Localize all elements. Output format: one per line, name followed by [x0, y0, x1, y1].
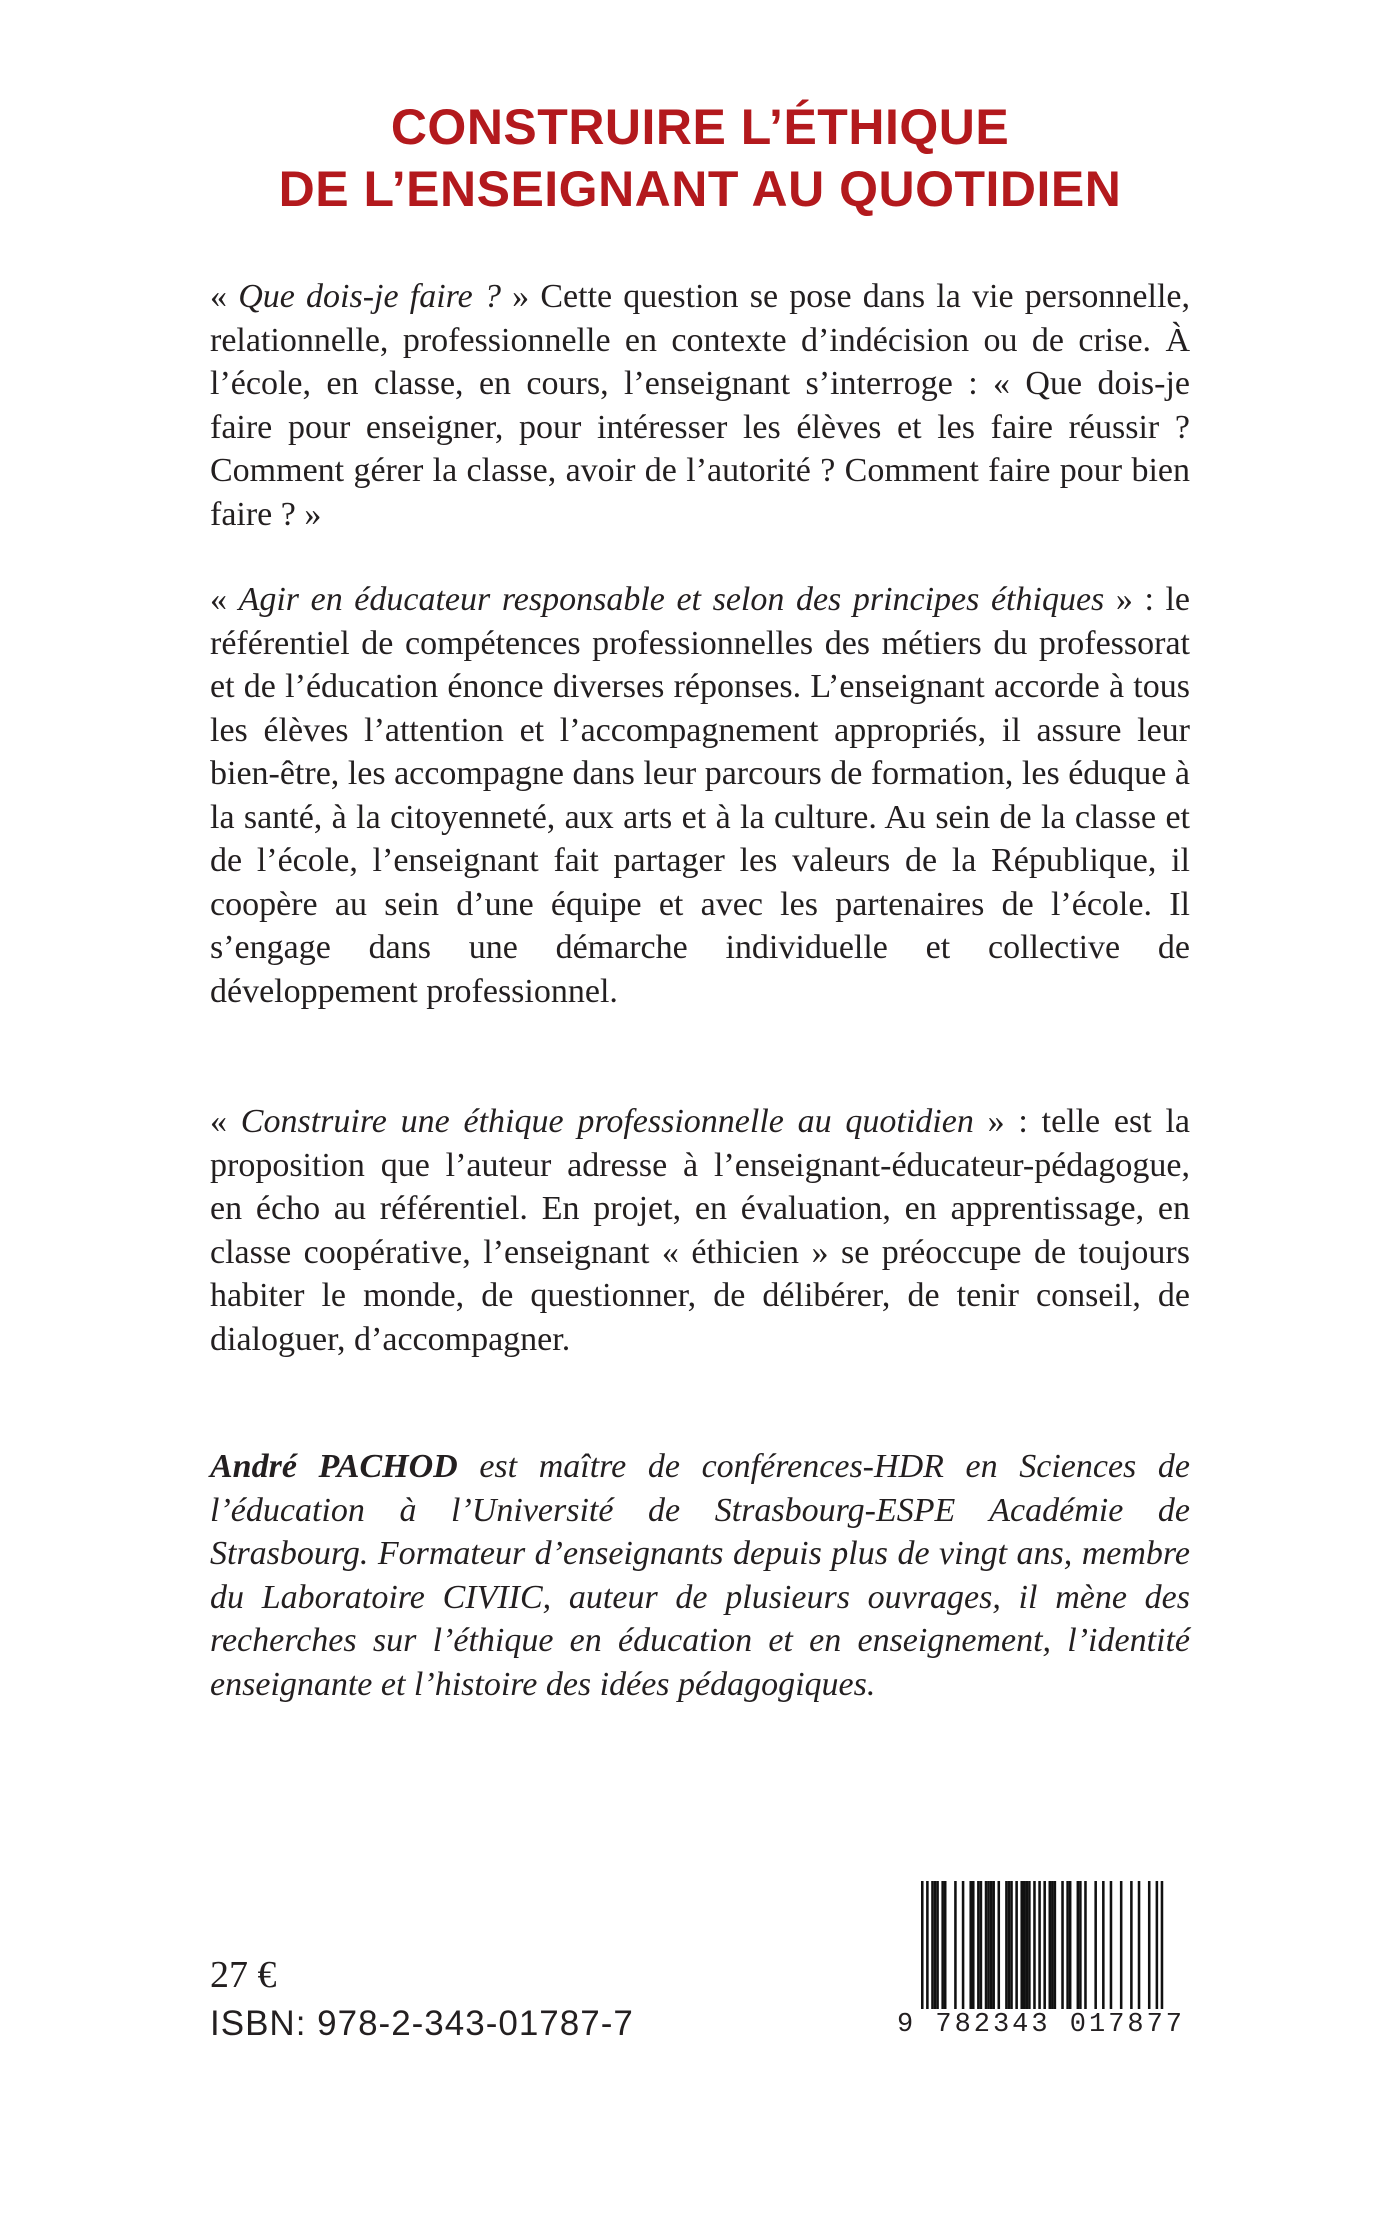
paragraph-2-quote-open: «: [210, 581, 239, 618]
barcode-bar-13: [985, 1881, 988, 2009]
barcode-bar-39: [1102, 1881, 1105, 2009]
paragraph-3: [210, 1100, 1190, 1361]
barcode-bar-38: [1094, 1881, 1097, 2009]
barcode-bar-3: [934, 1881, 937, 2009]
barcode-bar-43: [1138, 1881, 1141, 2009]
barcode-bar-31: [1054, 1881, 1057, 2009]
barcode-bar-45: [1156, 1881, 1159, 2025]
barcode-bar-7: [954, 1881, 957, 2009]
barcode-bars: [893, 1875, 1189, 2025]
barcode-bar-40: [1110, 1881, 1113, 2009]
barcode-bar-0: [921, 1881, 924, 2025]
barcode-bar-36: [1079, 1881, 1082, 2009]
barcode-bar-35: [1077, 1881, 1080, 2009]
barcode-bar-33: [1066, 1881, 1069, 2009]
paragraph-2-text: : le référentiel de compétences professionnelles des métiers du professorat et de l’éducation énonce diverses réponses. L’enseignant accorde à tous les élèves l’attention et l’accompagnement appropriés, il assure leur bien-être, les accompagne dans leur parcours de formation, les éduque à la santé, à la citoyenneté, aux arts et à la culture. Au sein de la classe et de l’école, l’enseignant fait partager les valeurs de la République, il coopère au sein d’une équipe et avec les partenaires de l’école. Il s’engage dans une démarche individuelle et collective de développement professionnel.: [210, 581, 1191, 1010]
paragraph-2-quote: Agir en éducateur responsable et selon des principes éthiques: [238, 581, 1105, 618]
barcode-bar-19: [1008, 1881, 1011, 2009]
author-bio-text: est maître de conférences-HDR en Sciences de l’éducation à l’Université de Strasbourg-ESPE Académie de Strasbourg. Formateur d’enseignants depuis plus de vingt ans, membre du Laboratoire CIVIIC, auteur de plusieurs ouvrages, il mène des recherches sur l’éthique en éducation et en enseignement, l’identité enseignante et l’histoire des idées pédagogiques.: [210, 1448, 1190, 1703]
isbn: ISBN: 978-2-343-01787-7: [210, 2004, 634, 2043]
paragraph-3-quote-close: »: [973, 1103, 1005, 1140]
barcode-bar-11: [977, 1881, 980, 2009]
author-name: André PACHOD: [210, 1448, 458, 1485]
barcode-bar-9: [969, 1881, 972, 2009]
paragraph-1-quote: Que dois-je faire ?: [238, 278, 501, 315]
barcode-bar-21: [1015, 1881, 1018, 2009]
barcode-bar-29: [1049, 1881, 1052, 2009]
book-title-line-2: DE L’ENSEIGNANT AU QUOTIDIEN: [278, 161, 1122, 217]
barcode-bar-34: [1069, 1881, 1072, 2009]
barcode-bar-27: [1038, 1881, 1041, 2025]
barcode-bar-41: [1120, 1881, 1123, 2009]
book-title-line-1: CONSTRUIRE L’ÉTHIQUE: [390, 99, 1010, 155]
book-title: [0, 96, 1400, 220]
barcode: [893, 1875, 1189, 2045]
barcode-bar-2: [931, 1881, 934, 2009]
author-bio: [210, 1445, 1190, 1706]
barcode-bar-24: [1026, 1881, 1029, 2009]
barcode-bar-1: [926, 1881, 929, 2025]
barcode-bar-26: [1033, 1881, 1036, 2009]
barcode-bar-17: [998, 1881, 1001, 2009]
barcode-bar-30: [1051, 1881, 1054, 2009]
barcode-bar-22: [1020, 1881, 1023, 2009]
barcode-bar-12: [980, 1881, 983, 2009]
paragraph-2-quote-close: »: [1104, 581, 1133, 618]
barcode-bar-46: [1161, 1881, 1164, 2025]
paragraph-3-quote: Construire une éthique professionnelle au quotidien: [240, 1103, 974, 1140]
paragraph-1-text: Cette question se pose dans la vie personnelle, relationnelle, professionnelle en contexte d’indécision ou de crise. À l’école, en classe, en cours, l’enseignant s’interroge : « Que dois-je faire pour enseigner, pour intéresser les élèves et les faire réussir ? Comment gérer la classe, avoir de l’autorité ? Comment faire pour bien faire ? »: [210, 278, 1190, 533]
paragraph-2: [210, 578, 1190, 1013]
barcode-bar-4: [936, 1881, 939, 2009]
barcode-bar-28: [1043, 1881, 1046, 2025]
barcode-bar-14: [987, 1881, 990, 2009]
barcode-bar-25: [1028, 1881, 1031, 2009]
barcode-bar-23: [1023, 1881, 1026, 2009]
paragraph-3-quote-open: «: [210, 1103, 241, 1140]
barcode-bar-18: [1005, 1881, 1008, 2009]
price: 27 €: [210, 1954, 277, 1996]
barcode-bar-42: [1130, 1881, 1133, 2009]
barcode-bar-44: [1148, 1881, 1151, 2009]
barcode-bar-8: [962, 1881, 965, 2009]
barcode-bar-6: [944, 1881, 947, 2009]
barcode-bar-16: [992, 1881, 995, 2009]
paragraph-1-quote-close: »: [500, 278, 530, 315]
paragraph-3-text: : telle est la proposition que l’auteur adresse à l’enseignant-éducateur-pédagogue, en écho au référentiel. En projet, en évaluation, en apprentissage, en classe coopérative, l’enseignant « éthicien » se préoccupe de toujours habiter le monde, de questionner, de délibérer, de tenir conseil, de dialoguer, d’accompagner.: [210, 1103, 1190, 1358]
barcode-bar-5: [941, 1881, 944, 2009]
barcode-bar-15: [990, 1881, 993, 2009]
barcode-bar-10: [972, 1881, 975, 2009]
paragraph-1: [210, 275, 1190, 536]
barcode-number: 9 782343 017877: [893, 2009, 1189, 2041]
barcode-bar-37: [1084, 1881, 1087, 2009]
paragraph-1-quote-open: «: [210, 278, 239, 315]
barcode-bar-32: [1061, 1881, 1064, 2009]
barcode-bar-20: [1010, 1881, 1013, 2009]
